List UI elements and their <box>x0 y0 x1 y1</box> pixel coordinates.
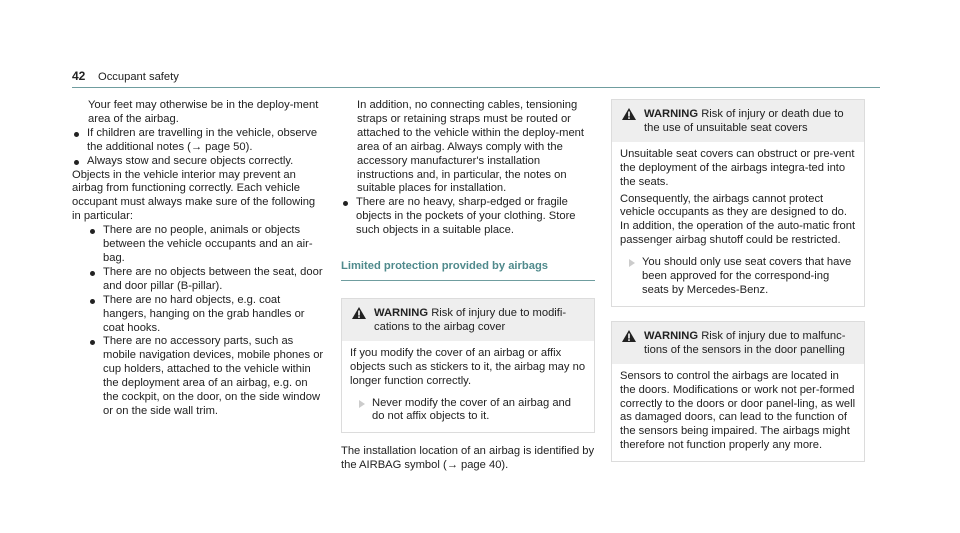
warning-text: Unsuitable seat covers can obstruct or pre-vent the deployment of the airbags integra-ted into the seats. <box>620 147 855 188</box>
action-arrow-icon <box>359 400 365 408</box>
warning-box-door-sensors <box>611 321 865 462</box>
bullet-list-a <box>72 127 326 169</box>
warning-text: Consequently, the airbags cannot protect vehicle occupants as they are designed to do. In addition, the operation of the auto-matic front passenger airbag shutoff could be restricted. <box>620 192 856 247</box>
list-item: There are no accessory parts, such as mobile navigation devices, mobile phones or cup holders, attached to the vehicle within the deployment area of an airbag, e.g. on the cockpit, on the door, on the side window or on the side wall trim. <box>88 335 326 418</box>
warning-label: WARNING <box>644 108 699 120</box>
objects-paragraph: Objects in the vehicle interior may prevent an airbag from functioning correctly. Each vehicle occupant must always make sure of the following in particular: <box>72 168 316 223</box>
list-item: There are no heavy, sharp-edged or fragile objects in the pockets of your clothing. Store such objects in a suitable place. <box>341 196 595 238</box>
warning-title: Risk of injury due to modifi-cations to the airbag cover <box>374 306 567 333</box>
bullet-dot <box>74 160 79 165</box>
bullet-dot <box>343 201 348 206</box>
warning-icon <box>622 108 636 120</box>
list-item: There are no hard objects, e.g. coat hangers, hanging on the grab handles or coat hooks. <box>88 294 326 336</box>
warning-title: Risk of injury or death due to the use of unsuitable seat covers <box>644 108 844 134</box>
bullet-dot <box>74 132 79 137</box>
header-rule <box>72 87 880 88</box>
list-item: There are no objects between the seat, door and door pillar (B-pillar). <box>88 266 326 294</box>
bullet-list-b <box>72 224 326 419</box>
warning-action: Never modify the cover of an airbag and do not affix objects to it. <box>350 397 586 425</box>
action-arrow-icon <box>629 259 635 267</box>
list-item: There are no people, animals or objects between the vehicle occupants and an air-bag. <box>88 224 326 266</box>
warning-title: Risk of injury due to malfunc-tions of the sensors in the door panelling <box>644 329 846 356</box>
warning-action: You should only use seat covers that have been approved for the correspond-ing seats by Mercedes-Benz. <box>620 256 856 298</box>
warning-icon <box>622 330 636 342</box>
page-number: 42 <box>72 69 86 83</box>
column-2 <box>341 99 595 473</box>
warning-body <box>612 364 864 461</box>
column-3 <box>611 99 865 462</box>
warning-body <box>342 341 594 433</box>
intro-continued: Your feet may otherwise be in the deploy-ment area of the airbag. <box>88 99 319 125</box>
bullet-list-c <box>341 196 595 238</box>
bullet-dot <box>90 271 95 276</box>
airbag-location-paragraph: The installation location of an airbag is identified by the AIRBAG symbol (→ page 40). <box>341 445 595 472</box>
warning-header <box>342 299 594 341</box>
warning-text: If you modify the cover of an airbag or affix objects such as stickers to it, the airbag may no longer function correctly. <box>350 346 586 387</box>
list-item: If children are travelling in the vehicle, observe the additional notes (→ page 50). <box>72 127 326 155</box>
warning-label: WARNING <box>374 306 429 319</box>
warning-text: Sensors to control the airbags are located in the doors. Modifications or work not per-formed correctly to the doors or door panel-ling, as well as damaged doors, can lead to the function of the sensors being impaired. The airbags might therefore not function properly any more. <box>620 369 856 452</box>
bullet-dot <box>90 340 95 345</box>
limited-protection-section <box>341 260 595 281</box>
column-1 <box>72 99 326 419</box>
cables-paragraph: In addition, no connecting cables, tensioning straps or retaining straps must be routed or attached to the vehicle within the deploy-ment area of an airbag. Always comply with the accessory manufacturer's installation instructions and, in particular, the notes on suitable places for installation. <box>357 99 584 195</box>
list-item: Always stow and secure objects correctly. <box>72 155 326 169</box>
bullet-dot <box>90 299 95 304</box>
warning-icon <box>352 307 366 319</box>
subheading: Limited protection provided by airbags <box>341 260 548 273</box>
warning-label: WARNING <box>644 329 699 342</box>
section-title: Occupant safety <box>98 71 179 83</box>
bullet-dot <box>90 229 95 234</box>
warning-box <box>341 298 595 433</box>
warning-header <box>612 322 864 364</box>
warning-box-seat-covers <box>611 99 865 307</box>
warning-body <box>612 142 864 306</box>
warning-header <box>612 100 864 142</box>
subheading-rule <box>341 280 595 281</box>
